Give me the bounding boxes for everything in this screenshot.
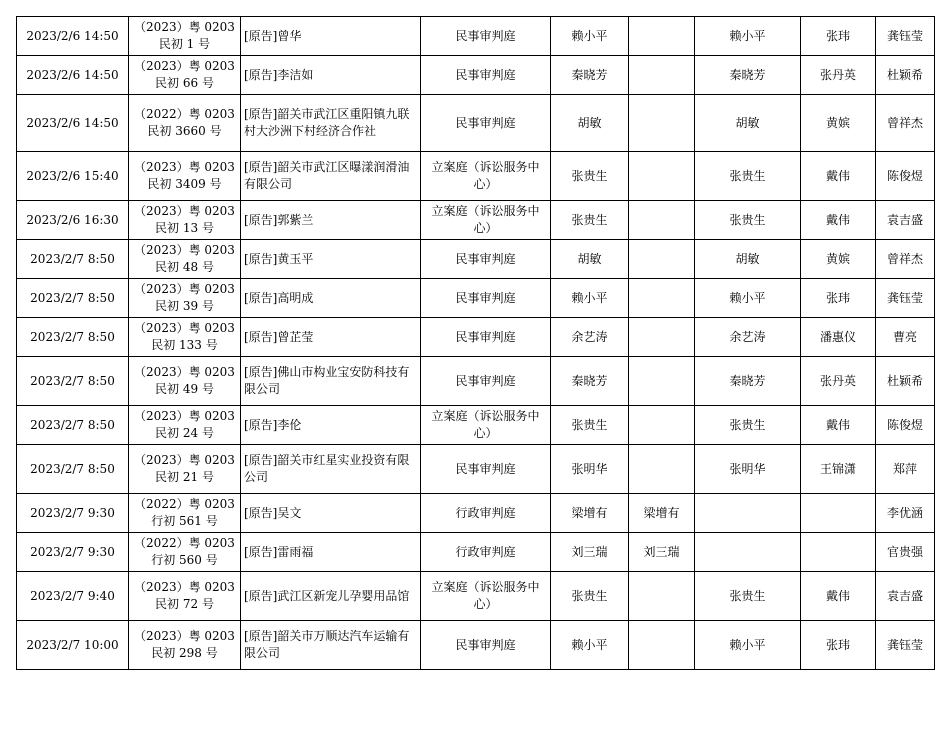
court-division-cell: 立案庭（诉讼服务中心）: [421, 572, 551, 621]
court-division-cell: 立案庭（诉讼服务中心）: [421, 406, 551, 445]
case-number-cell: （2023）粤 0203 民初 1 号: [129, 17, 241, 56]
hearing-time-cell: 2023/2/7 10:00: [17, 621, 129, 670]
party-name-cell: [原告]吴文: [241, 494, 421, 533]
presiding-judge-cell: 秦晓芳: [695, 357, 801, 406]
clerk-name-cell: [629, 621, 695, 670]
court-secretary-cell: 曹亮: [876, 318, 935, 357]
clerk-name-cell: 梁增有: [629, 494, 695, 533]
table-row: [17, 621, 935, 670]
case-number-cell: （2023）粤 0203 民初 48 号: [129, 240, 241, 279]
table-row: [17, 533, 935, 572]
presiding-judge-cell: 张贵生: [695, 406, 801, 445]
hearing-time-cell: 2023/2/6 14:50: [17, 17, 129, 56]
hearing-schedule-table: [16, 16, 935, 670]
court-secretary-cell: 龚钰莹: [876, 17, 935, 56]
hearing-time-cell: 2023/2/7 9:40: [17, 572, 129, 621]
case-number-cell: （2023）粤 0203 民初 21 号: [129, 445, 241, 494]
case-number-cell: （2023）粤 0203 民初 24 号: [129, 406, 241, 445]
party-name-cell: [原告]曾芷莹: [241, 318, 421, 357]
panel-member-cell: 黄嫔: [801, 240, 876, 279]
court-division-cell: 行政审判庭: [421, 533, 551, 572]
party-name-cell: [原告]高明成: [241, 279, 421, 318]
judge-name-cell: 刘三瑞: [551, 533, 629, 572]
court-secretary-cell: 杜颖希: [876, 357, 935, 406]
court-division-cell: 民事审判庭: [421, 357, 551, 406]
case-number-cell: （2023）粤 0203 民初 3409 号: [129, 152, 241, 201]
party-name-cell: [原告]韶关市武江区重阳镇九联村大沙洲下村经济合作社: [241, 95, 421, 152]
hearing-time-cell: 2023/2/7 8:50: [17, 318, 129, 357]
clerk-name-cell: [629, 357, 695, 406]
table-row: [17, 279, 935, 318]
panel-member-cell: 王锦潇: [801, 445, 876, 494]
clerk-name-cell: [629, 445, 695, 494]
party-name-cell: [原告]韶关市红星实业投资有限公司: [241, 445, 421, 494]
presiding-judge-cell: 张贵生: [695, 572, 801, 621]
court-division-cell: 行政审判庭: [421, 494, 551, 533]
hearing-time-cell: 2023/2/7 9:30: [17, 533, 129, 572]
hearing-time-cell: 2023/2/7 8:50: [17, 445, 129, 494]
judge-name-cell: 余艺涛: [551, 318, 629, 357]
clerk-name-cell: [629, 56, 695, 95]
panel-member-cell: [801, 494, 876, 533]
clerk-name-cell: [629, 201, 695, 240]
presiding-judge-cell: 张贵生: [695, 201, 801, 240]
court-secretary-cell: 陈俊煜: [876, 152, 935, 201]
court-secretary-cell: 袁吉盛: [876, 572, 935, 621]
panel-member-cell: 张玮: [801, 279, 876, 318]
court-secretary-cell: 陈俊煜: [876, 406, 935, 445]
panel-member-cell: 戴伟: [801, 406, 876, 445]
presiding-judge-cell: 张明华: [695, 445, 801, 494]
clerk-name-cell: [629, 17, 695, 56]
party-name-cell: [原告]郭紫兰: [241, 201, 421, 240]
party-name-cell: [原告]佛山市构业宝安防科技有限公司: [241, 357, 421, 406]
table-row: [17, 494, 935, 533]
judge-name-cell: 梁增有: [551, 494, 629, 533]
judge-name-cell: 张贵生: [551, 201, 629, 240]
court-division-cell: 民事审判庭: [421, 240, 551, 279]
presiding-judge-cell: 余艺涛: [695, 318, 801, 357]
hearing-time-cell: 2023/2/6 14:50: [17, 95, 129, 152]
court-division-cell: 立案庭（诉讼服务中心）: [421, 152, 551, 201]
party-name-cell: [原告]黄玉平: [241, 240, 421, 279]
hearing-time-cell: 2023/2/7 9:30: [17, 494, 129, 533]
panel-member-cell: [801, 533, 876, 572]
table-row: [17, 201, 935, 240]
panel-member-cell: 潘惠仪: [801, 318, 876, 357]
presiding-judge-cell: 赖小平: [695, 279, 801, 318]
case-number-cell: （2022）粤 0203 民初 3660 号: [129, 95, 241, 152]
hearing-time-cell: 2023/2/6 16:30: [17, 201, 129, 240]
court-division-cell: 民事审判庭: [421, 95, 551, 152]
party-name-cell: [原告]韶关市武江区曝漾润滑油有限公司: [241, 152, 421, 201]
table-row: [17, 17, 935, 56]
panel-member-cell: 张玮: [801, 17, 876, 56]
panel-member-cell: 黄嫔: [801, 95, 876, 152]
court-secretary-cell: 曾祥杰: [876, 240, 935, 279]
table-row: [17, 318, 935, 357]
judge-name-cell: 张贵生: [551, 572, 629, 621]
panel-member-cell: 戴伟: [801, 201, 876, 240]
party-name-cell: [原告]曾华: [241, 17, 421, 56]
judge-name-cell: 赖小平: [551, 279, 629, 318]
judge-name-cell: 赖小平: [551, 621, 629, 670]
panel-member-cell: 张玮: [801, 621, 876, 670]
panel-member-cell: 戴伟: [801, 152, 876, 201]
court-secretary-cell: 龚钰莹: [876, 279, 935, 318]
hearing-time-cell: 2023/2/7 8:50: [17, 357, 129, 406]
court-secretary-cell: 郑萍: [876, 445, 935, 494]
table-row: [17, 406, 935, 445]
presiding-judge-cell: 张贵生: [695, 152, 801, 201]
presiding-judge-cell: [695, 494, 801, 533]
panel-member-cell: 张丹英: [801, 357, 876, 406]
party-name-cell: [原告]雷雨福: [241, 533, 421, 572]
party-name-cell: [原告]李伦: [241, 406, 421, 445]
table-row: [17, 152, 935, 201]
clerk-name-cell: [629, 240, 695, 279]
presiding-judge-cell: [695, 533, 801, 572]
case-number-cell: （2023）粤 0203 民初 13 号: [129, 201, 241, 240]
court-division-cell: 民事审判庭: [421, 56, 551, 95]
case-number-cell: （2022）粤 0203 行初 560 号: [129, 533, 241, 572]
court-division-cell: 民事审判庭: [421, 445, 551, 494]
judge-name-cell: 张贵生: [551, 152, 629, 201]
court-secretary-cell: 官贵强: [876, 533, 935, 572]
court-secretary-cell: 李优涵: [876, 494, 935, 533]
case-number-cell: （2023）粤 0203 民初 133 号: [129, 318, 241, 357]
judge-name-cell: 秦晓芳: [551, 357, 629, 406]
court-division-cell: 民事审判庭: [421, 279, 551, 318]
court-division-cell: 民事审判庭: [421, 621, 551, 670]
court-secretary-cell: 曾祥杰: [876, 95, 935, 152]
judge-name-cell: 胡敏: [551, 95, 629, 152]
clerk-name-cell: [629, 406, 695, 445]
hearing-time-cell: 2023/2/7 8:50: [17, 279, 129, 318]
presiding-judge-cell: 赖小平: [695, 17, 801, 56]
judge-name-cell: 胡敏: [551, 240, 629, 279]
party-name-cell: [原告]武江区新宠儿孕婴用品馆: [241, 572, 421, 621]
judge-name-cell: 赖小平: [551, 17, 629, 56]
party-name-cell: [原告]韶关市万顺达汽车运输有限公司: [241, 621, 421, 670]
case-number-cell: （2022）粤 0203 行初 561 号: [129, 494, 241, 533]
court-secretary-cell: 杜颖希: [876, 56, 935, 95]
court-division-cell: 立案庭（诉讼服务中心）: [421, 201, 551, 240]
clerk-name-cell: [629, 572, 695, 621]
court-division-cell: 民事审判庭: [421, 318, 551, 357]
case-number-cell: （2023）粤 0203 民初 298 号: [129, 621, 241, 670]
panel-member-cell: 戴伟: [801, 572, 876, 621]
case-number-cell: （2023）粤 0203 民初 66 号: [129, 56, 241, 95]
clerk-name-cell: [629, 152, 695, 201]
hearing-time-cell: 2023/2/6 15:40: [17, 152, 129, 201]
clerk-name-cell: [629, 318, 695, 357]
table-row: [17, 56, 935, 95]
clerk-name-cell: [629, 95, 695, 152]
judge-name-cell: 张明华: [551, 445, 629, 494]
hearing-time-cell: 2023/2/6 14:50: [17, 56, 129, 95]
case-number-cell: （2023）粤 0203 民初 72 号: [129, 572, 241, 621]
table-row: [17, 240, 935, 279]
table-row: [17, 572, 935, 621]
panel-member-cell: 张丹英: [801, 56, 876, 95]
hearing-time-cell: 2023/2/7 8:50: [17, 240, 129, 279]
table-row: [17, 445, 935, 494]
case-number-cell: （2023）粤 0203 民初 39 号: [129, 279, 241, 318]
hearing-time-cell: 2023/2/7 8:50: [17, 406, 129, 445]
judge-name-cell: 张贵生: [551, 406, 629, 445]
presiding-judge-cell: 胡敏: [695, 95, 801, 152]
judge-name-cell: 秦晓芳: [551, 56, 629, 95]
court-division-cell: 民事审判庭: [421, 17, 551, 56]
presiding-judge-cell: 胡敏: [695, 240, 801, 279]
case-number-cell: （2023）粤 0203 民初 49 号: [129, 357, 241, 406]
presiding-judge-cell: 秦晓芳: [695, 56, 801, 95]
clerk-name-cell: [629, 279, 695, 318]
party-name-cell: [原告]李洁如: [241, 56, 421, 95]
court-secretary-cell: 袁吉盛: [876, 201, 935, 240]
clerk-name-cell: 刘三瑞: [629, 533, 695, 572]
table-row: [17, 95, 935, 152]
presiding-judge-cell: 赖小平: [695, 621, 801, 670]
table-row: [17, 357, 935, 406]
court-secretary-cell: 龚钰莹: [876, 621, 935, 670]
